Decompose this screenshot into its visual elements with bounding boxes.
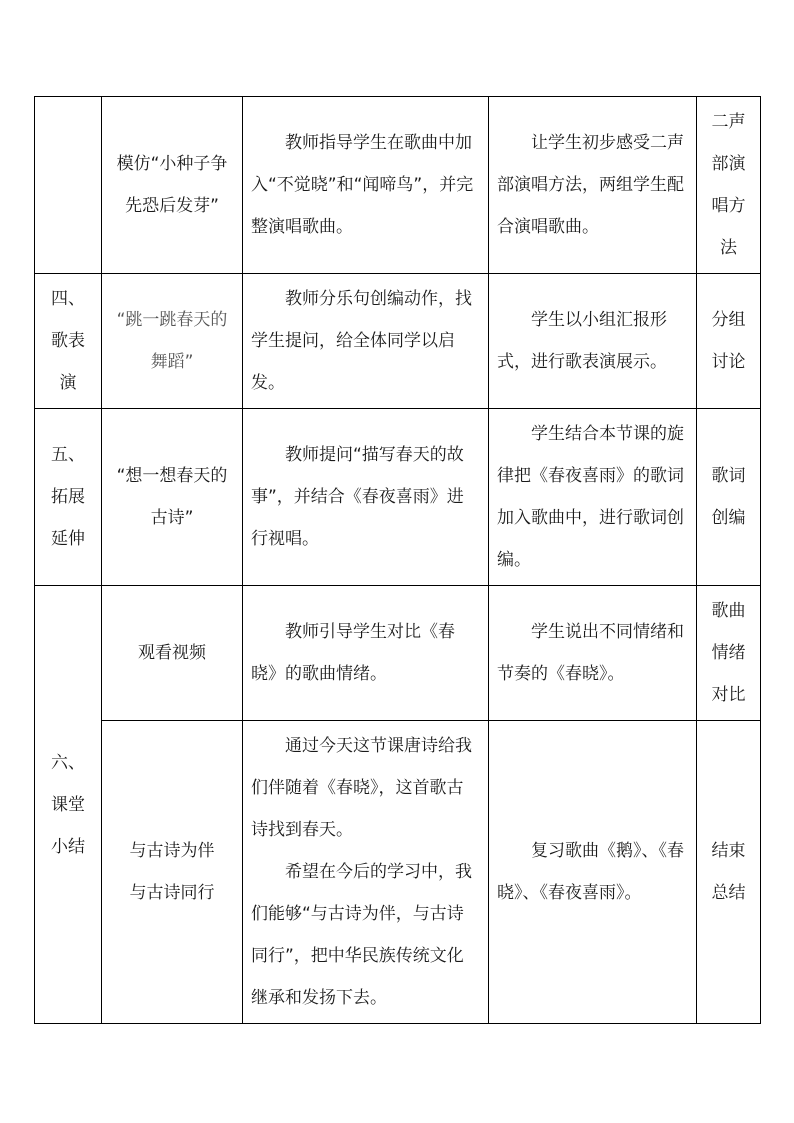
teacher-activity-cell — [243, 274, 489, 409]
activity-cell — [102, 274, 243, 409]
student-activity-cell — [489, 721, 697, 1024]
activity-text: 与古诗为伴与古诗同行 — [129, 841, 215, 903]
activity-cell — [102, 409, 243, 586]
student-activity-cell — [489, 274, 697, 409]
teacher-paragraph: 通过今天这节课唐诗给我们伴随着《春晓》，这首歌古诗找到春天。 — [251, 736, 472, 840]
design-intent-cell: 分组讨论 — [697, 274, 761, 409]
activity-text: “跳一跳春天的舞蹈” — [116, 310, 228, 372]
activity-text: 观看视频 — [138, 643, 206, 663]
student-activity-cell — [489, 409, 697, 586]
student-paragraph: 学生说出不同情绪和节奏的《春晓》。 — [497, 622, 684, 684]
activity-cell — [102, 586, 243, 721]
table-row — [35, 721, 761, 1024]
teacher-activity-cell — [243, 586, 489, 721]
design-intent-cell: 歌曲情绪对比 — [697, 586, 761, 721]
teacher-paragraph: 教师引导学生对比《春晓》的歌曲情绪。 — [251, 622, 455, 684]
design-intent-cell: 结束总结 — [697, 721, 761, 1024]
teacher-paragraph: 教师指导学生在歌曲中加入“不觉晓”和“闻啼鸟”，并完整演唱歌曲。 — [251, 133, 474, 237]
student-activity-cell — [489, 586, 697, 721]
teacher-activity-cell — [243, 409, 489, 586]
stage-cell — [35, 97, 102, 274]
stage-cell: 五、拓展延伸 — [35, 409, 102, 586]
table-row — [35, 274, 761, 409]
student-paragraph: 让学生初步感受二声部演唱方法，两组学生配合演唱歌曲。 — [497, 133, 684, 237]
student-paragraph: 学生结合本节课的旋律把《春夜喜雨》的歌词加入歌曲中，进行歌词创编。 — [497, 424, 684, 570]
stage-cell: 四、歌表演 — [35, 274, 102, 409]
table-row — [35, 586, 761, 721]
activity-cell — [102, 97, 243, 274]
design-intent-cell: 歌词创编 — [697, 409, 761, 586]
stage-cell: 六、课堂小结 — [35, 586, 102, 1024]
teacher-paragraph: 希望在今后的学习中，我们能够“与古诗为伴，与古诗同行”，把中华民族传统文化继承和发扬下去。 — [251, 862, 472, 1008]
table-row — [35, 409, 761, 586]
table-row — [35, 97, 761, 274]
lesson-plan-table — [34, 96, 761, 1024]
activity-text: “想一想春天的古诗” — [116, 466, 228, 528]
teacher-activity-cell — [243, 97, 489, 274]
student-paragraph: 复习歌曲《鹅》、《春晓》、《春夜喜雨》。 — [497, 841, 684, 903]
teacher-activity-cell — [243, 721, 489, 1024]
design-intent-cell: 二声部演唱方法 — [697, 97, 761, 274]
student-activity-cell — [489, 97, 697, 274]
activity-text: 模仿“小种子争先恐后发芽” — [116, 154, 228, 216]
teacher-paragraph: 教师提问“描写春天的故事”，并结合《春夜喜雨》进行视唱。 — [251, 445, 464, 549]
student-paragraph: 学生以小组汇报形式，进行歌表演展示。 — [497, 310, 667, 372]
activity-cell — [102, 721, 243, 1024]
teacher-paragraph: 教师分乐句创编动作，找学生提问，给全体同学以启发。 — [251, 289, 472, 393]
